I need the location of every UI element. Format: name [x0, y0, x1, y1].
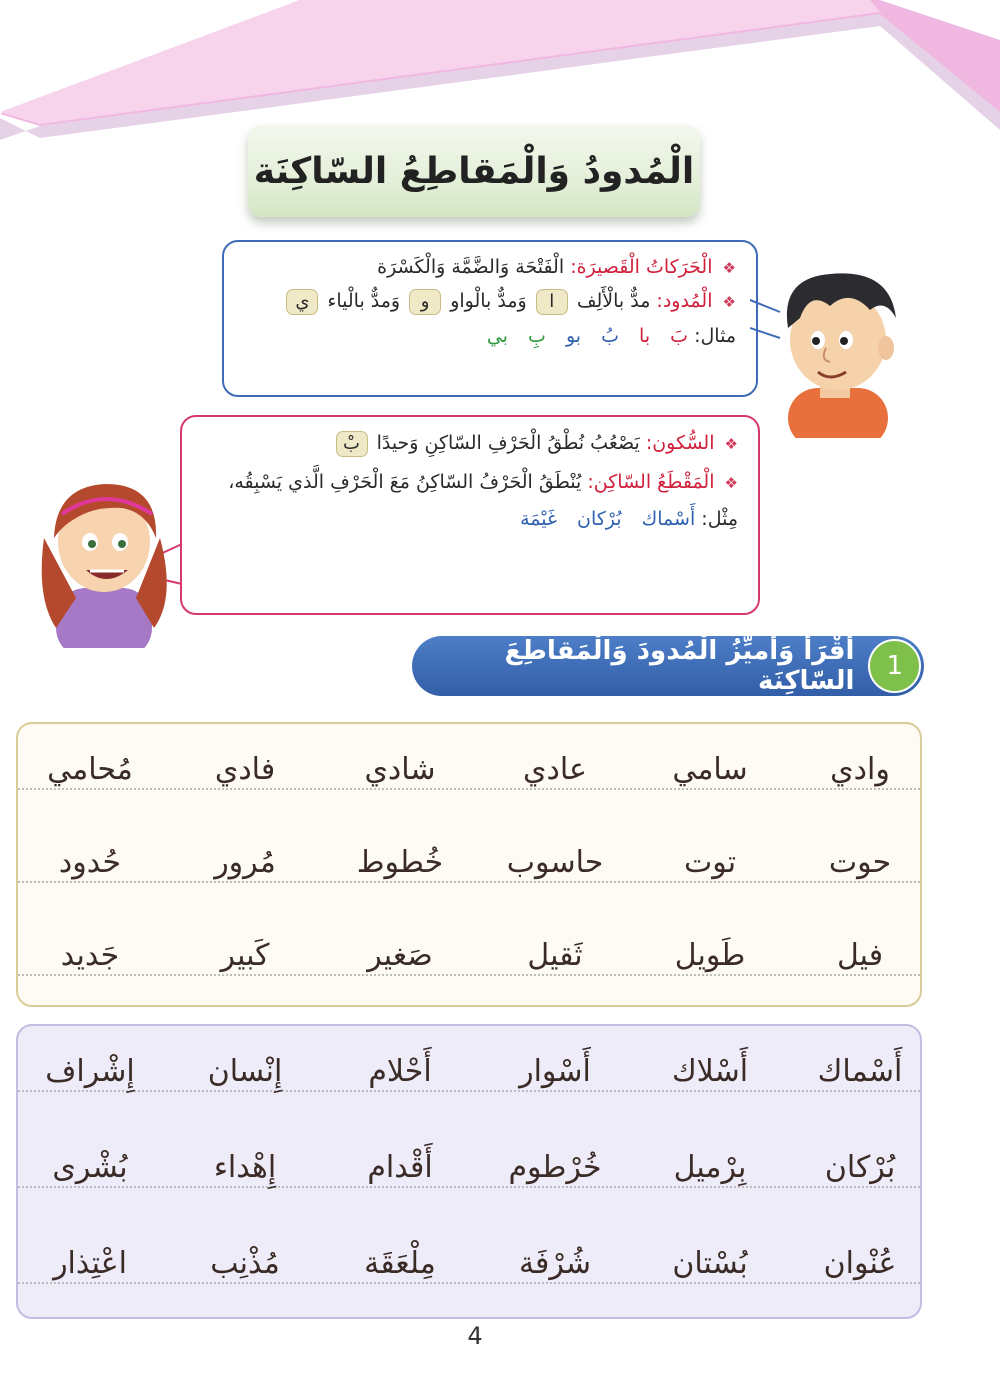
- sukun-word: بُسْتان: [672, 1246, 748, 1281]
- madd-word: طَويل: [674, 938, 746, 973]
- example-word: غَيْمَة: [520, 508, 557, 530]
- short-vowels-madd-box: [222, 240, 758, 397]
- sukun-word: عُنْوان: [823, 1246, 897, 1281]
- sukun-syllable-text: يُنْطَقُ الْحَرْفُ السّاكِنُ مَعَ الْحَرْفِ الَّذي يَسْبِقُه،: [228, 471, 582, 493]
- madd-word: ثَقيل: [527, 938, 583, 973]
- example-word: بو: [565, 325, 582, 347]
- sukun-word: بُرْكان: [824, 1150, 896, 1185]
- top-decorative-band: [0, 0, 1000, 140]
- page-number: 4: [467, 1322, 483, 1350]
- word-row-line: [18, 1280, 920, 1284]
- sukun-letter-chip: بْ: [336, 431, 368, 457]
- madd-word: عادي: [523, 752, 587, 787]
- madd-word: حاسوب: [506, 845, 604, 880]
- diamond-bullet-icon: ❖: [724, 474, 738, 492]
- madd-ya-text: وَمدٌّ بالْياء: [327, 290, 401, 312]
- example-word: با: [639, 325, 651, 347]
- madd-line: [244, 289, 736, 315]
- sukun-word: مِلْعَقَة: [364, 1246, 436, 1281]
- waw-letter-chip: و: [409, 289, 441, 315]
- short-vowels-line: [244, 256, 736, 279]
- short-vowels-text: الْفَتْحَة وَالضَّمَّة وَالْكَسْرَة: [377, 256, 565, 278]
- madd-word: وادي: [830, 752, 890, 787]
- word-row-line: [18, 786, 920, 790]
- diamond-bullet-icon: ❖: [724, 435, 738, 453]
- exercise-number-badge: 1: [868, 639, 921, 693]
- madd-word: فادي: [214, 752, 276, 787]
- sukun-example-line: [202, 508, 738, 530]
- sukun-word: خُرْطوم: [508, 1150, 602, 1185]
- madd-word: خُطوط: [356, 845, 444, 880]
- sukun-label: السُّكون:: [645, 432, 715, 454]
- girl-illustration: [36, 478, 186, 648]
- example-word: بُرْكان: [577, 508, 622, 530]
- madd-example-line: [244, 325, 736, 347]
- exercise-title: أَقْرَأُ وَأُميِّزُ الْمُدودَ وَالْمَقاطِعَ السّاكِنَة: [504, 636, 855, 696]
- sukun-line: [202, 431, 738, 457]
- example-word: بي: [486, 325, 508, 347]
- word-row-line: [18, 1088, 920, 1092]
- sukun-word: شُرْفَة: [518, 1246, 592, 1281]
- diamond-bullet-icon: ❖: [722, 293, 736, 311]
- word-row-line: [18, 879, 920, 883]
- sukun-word: إِهْداء: [213, 1150, 277, 1185]
- example-word: بَ: [670, 325, 689, 347]
- madd-word: جَديد: [60, 938, 120, 973]
- madd-word: شادي: [364, 752, 436, 787]
- madd-alif-text: مدٌّ بالْأَلِف: [576, 290, 651, 312]
- madd-word: سامي: [672, 752, 748, 787]
- boy-illustration: [750, 268, 900, 438]
- sukun-word: اعْتِذار: [53, 1246, 127, 1281]
- sukun-syllable-label: الْمَقْطَعُ السّاكِن:: [587, 471, 715, 493]
- exercise-header: [412, 636, 924, 696]
- title-banner: [248, 125, 700, 217]
- word-row-line: [18, 972, 920, 976]
- madd-words-panel: [16, 722, 922, 1007]
- sukun-words-panel: [16, 1024, 922, 1319]
- diamond-bullet-icon: ❖: [722, 259, 736, 277]
- example-word: بُ: [601, 325, 619, 347]
- sukun-word: أَسْوار: [519, 1054, 591, 1089]
- sukun-syllable-line: [202, 471, 738, 494]
- madd-word: توت: [683, 845, 737, 880]
- madd-waw-text: وَمدٌّ بالْواو: [450, 290, 527, 312]
- example-label: مثال:: [694, 325, 736, 347]
- madd-label: الْمُدود:: [656, 290, 713, 312]
- sukun-word: مُذْنِب: [210, 1246, 280, 1281]
- sukun-word: أَقْدام: [367, 1150, 433, 1185]
- example-label: مِثْل:: [701, 508, 738, 530]
- page-title: الْمُدودُ وَالْمَقاطِعُ السّاكِنَة: [253, 150, 695, 192]
- example-word: أَسْماك: [641, 508, 696, 530]
- madd-word: مُرور: [214, 845, 276, 880]
- madd-word: حُدود: [58, 845, 122, 880]
- madd-word: فيل: [836, 938, 884, 973]
- madd-word: مُحامي: [47, 752, 133, 787]
- sukun-word: بِرْميل: [673, 1150, 747, 1185]
- sukun-text: يَصْعُبُ نُطْقُ الْحَرْفِ السّاكِنِ وَحيدًا: [376, 432, 640, 454]
- sukun-word: أَحْلام: [368, 1054, 432, 1089]
- sukun-box: [180, 415, 760, 615]
- madd-word: صَغير: [367, 938, 433, 973]
- example-word: بِ: [528, 325, 546, 347]
- sukun-word: أَسْماك: [817, 1054, 903, 1089]
- word-row-line: [18, 1184, 920, 1188]
- madd-word: حوت: [828, 845, 892, 880]
- sukun-word: إِشْراف: [45, 1054, 135, 1089]
- sukun-word: أَسْلاك: [671, 1054, 749, 1089]
- ya-letter-chip: ي: [286, 289, 318, 315]
- sukun-word: بُشْرى: [52, 1150, 128, 1185]
- sukun-word: إِنْسان: [207, 1054, 283, 1089]
- short-vowels-label: الْحَرَكاتُ الْقَصيرَة:: [570, 256, 713, 278]
- alif-letter-chip: ا: [536, 289, 568, 315]
- madd-word: كَبير: [220, 938, 270, 973]
